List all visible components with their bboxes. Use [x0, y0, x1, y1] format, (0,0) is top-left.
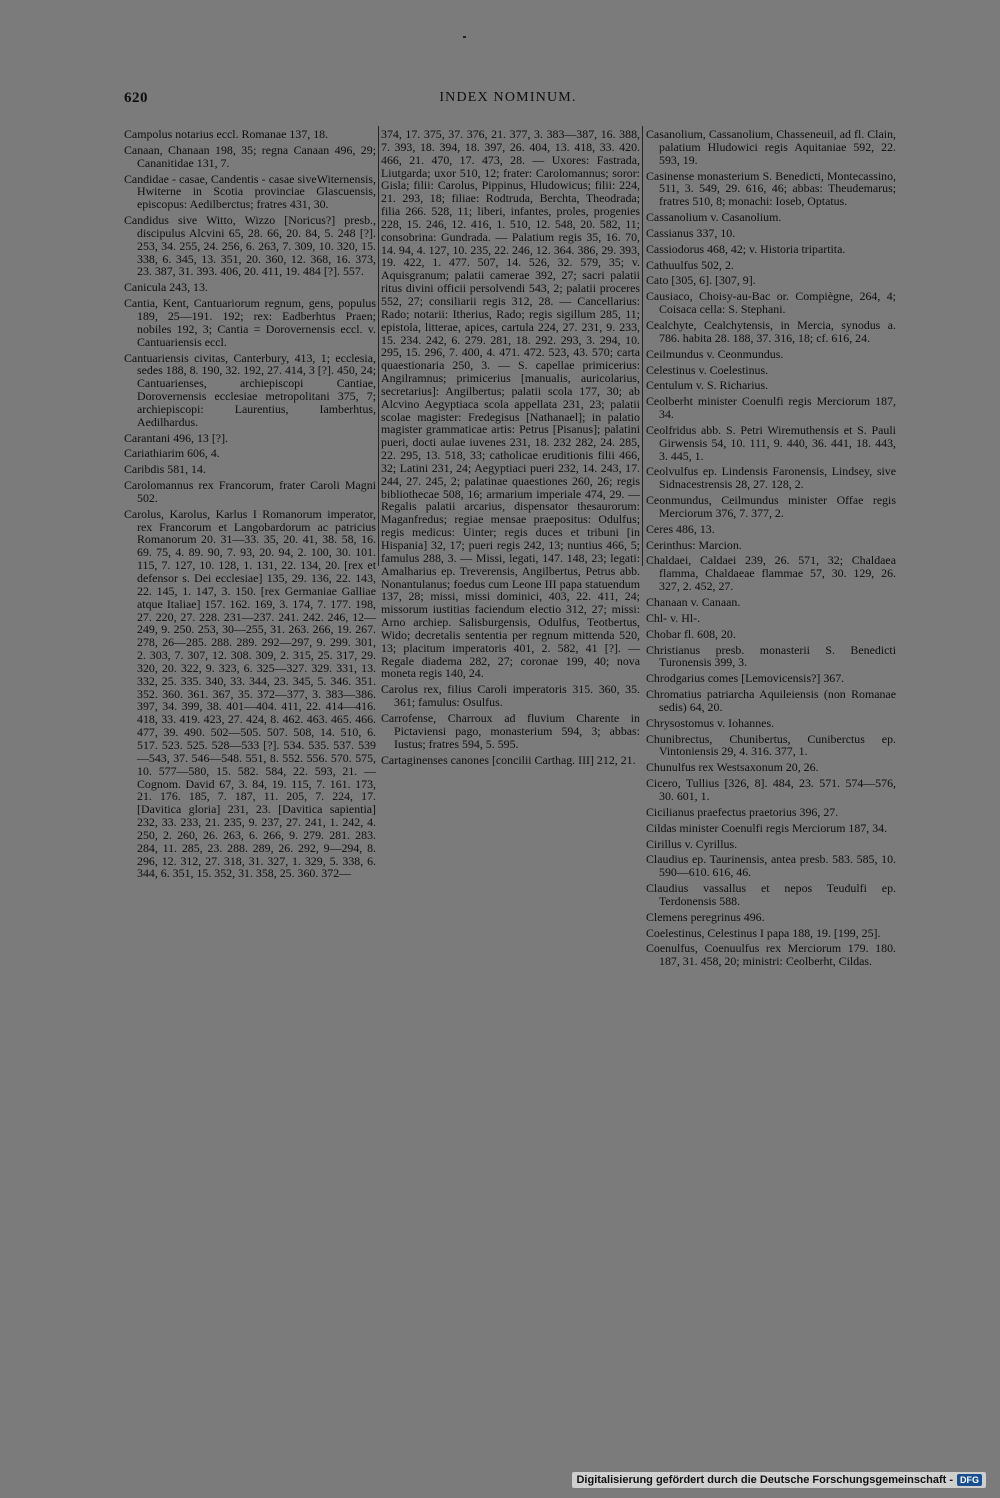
index-entry: Carantani 496, 13 [?].	[124, 430, 229, 445]
index-column-1	[124, 128, 376, 883]
page-number: 620	[124, 90, 148, 106]
index-entry: 374, 17. 375, 37. 376, 21. 377, 3. 383—387, 16. 388, 7. 393, 18. 394, 18. 397, 26. 404, 13. 418, 33. 420. 466, 21. 470, 17. 473, 28. — Uxores: Fastrada, Liutgarda; uxor 510, 12; frater: Carolomannus; soror: Gisla; filii: Carolus, Pippinus, Hludowicus; filii: 224, 21. 293, 18; filiae: Rodtruda, Berchta, Theodrada; filia 266. 528, 11; liberi, infantes, proles, progenies 228, 15. 246, 12. 416, 1. 510, 12. 548, 20. 582, 11; consobrina: Gundrada. — Palatium regis 35, 16. 70, 14. 94, 4. 127, 10. 235, 22. 246, 12. 364. 386, 29. 393, 19. 422, 1. 477. 507, 14. 526, 32. 579, 35; v. Aquisgranum; palatii camerae 392, 27; sacri palatii ritus divini officii persolvendi 543, 2; palatii proceres 552, 27; consiliarii regis 312, 28. — Cancellarius: Rado; notarii: Itherius, Rado; regis sigillum 285, 11; epistola, litterae, apices, cartula 224, 27. 231, 9. 233, 15. 234. 242, 6. 279. 281, 18. 292. 293, 3. 294, 10. 295, 15. 296, 7. 400, 4. 471. 472. 523, 43. 570; carta quaestionaria 250, 3. — S. capellae primicerius: Angilramnus; primicerius [manualis, auricolarius, secretarius]: Angilbertus; palatii scola 177, 30; ab Alcvino Aegyptiaca scola appellata 231, 23; palatii scolae magister: Fredegisus [Nathanael]; in palatio magister grammaticae artis: Petrus [Pisanus]; palatini pueri, docti aulae iuvenes 231, 18. 232 282, 24. 285, 22. 295, 13. 518, 33; catholicae eruditionis filii 466, 32; Latini 231, 24; Aegyptiaci pueri 232, 14. 243, 17. 244, 27. 245, 2; palatinae quaestiones 260, 26; regis bibliothecae 508, 16; armarium imperiale 474, 29. — Regalis palatii arcarius, dispensator thesaurorum: Maganfredus; regiae mensae praepositus: Odulfus; regis medicus: Uinter; regis duces et tribuni [in Hispania] 32, 17; pueri regis 242, 13; nuntius 466, 5; famulus 288, 3. — Missi, legati, 147. 148, 23; legati: Amalharius ep. Treverensis, Angilbertus, Petrus abb. Nonantulanus; foedus cum Leone III papa statuendum 137, 28; missi, missi dominici, 403, 22. 411, 24; missorum iustitias faciendum electio 312, 27; missi: Arno archiep. Salisburgensis, Odulfus, Teotbertus, Wido; decretalis sententia per regnum mittenda 520, 13; placitum imperatoris 401, 2. 582, 41 [?]. — Regale diadema 282, 27; coronae 199, 40; nova moneta regis 140, 24.	[381, 127, 640, 681]
index-entry: Campolus notarius eccl. Romanae 137, 18.	[124, 127, 329, 141]
index-entry: Cicero, Tullius [326, 8]. 484, 23. 571. 574—576, 30. 601, 1.	[646, 776, 896, 803]
index-entry: Centulum v. S. Richarius.	[646, 378, 769, 393]
index-entry: Cildas minister Coenulfi regis Merciorum 187, 34.	[646, 820, 888, 835]
running-title: INDEX NOMINUM.	[439, 90, 577, 105]
index-entry: Chaldaei, Caldaei 239, 26. 571, 32; Chaldaea flamma, Chaldaeae flammae 57, 30. 129, 26. 327, 2. 452, 27.	[646, 553, 896, 594]
index-entry: Chromatius patriarcha Aquileiensis (non Romanae sedis) 64, 20.	[646, 687, 896, 714]
index-entry: Chunulfus rex Westsaxonum 20, 26.	[646, 760, 819, 775]
index-entry: Cantuariensis civitas, Canterbury, 413, 1; ecclesia, sedes 188, 8. 190, 32. 192, 27. 414, 3 [?]. 450, 24; Cantuarienses, archiepiscopi Cantiae, Dorovernensis ecclesiae metropolitani 375, 7; archiepiscopi: Laurentius, Iamberhtus, Aedilhardus.	[124, 350, 376, 429]
index-entry: Claudius vassallus et nepos Teudulfi ep. Terdonensis 588.	[646, 881, 896, 908]
index-entry: Cirillus v. Cyrillus.	[646, 836, 738, 851]
index-entry: Canaan, Chanaan 198, 35; regna Canaan 496, 29; Cananitidae 131, 7.	[124, 142, 376, 170]
index-column-3	[646, 128, 896, 971]
index-entry: Cealchyte, Cealchytensis, in Mercia, synodus a. 786. habita 28. 188, 37. 316, 18; cf. 616, 24.	[646, 317, 896, 345]
index-entry: Ceolvulfus ep. Lindensis Faronensis, Lindsey, sive Sidnacestrensis 28, 27. 128, 2.	[646, 464, 896, 492]
index-entry: Chunibrectus, Chunibertus, Cuniberctus ep. Vintoniensis 29, 4. 316. 377, 1.	[646, 731, 896, 759]
index-entry: Ceolberht minister Coenulfi regis Merciorum 187, 34.	[646, 394, 896, 422]
index-entry: Chrodgarius comes [Lemovicensis?] 367.	[646, 671, 845, 686]
index-entry: Cassiodorus 468, 42; v. Historia tripartita.	[646, 241, 846, 256]
index-entry: Cassanolium v. Casanolium.	[646, 210, 782, 225]
index-entry: Ceolfridus abb. S. Petri Wiremuthensis et S. Pauli Girwensis 54, 10. 111, 9. 440, 36. 441, 18. 443, 3. 445, 1.	[646, 422, 896, 463]
index-entry: Candidus sive Witto, Wizzo [Noricus?] presb., discipulus Alcvini 65, 28. 66, 20. 84, 5. 248 [?]. 253, 34. 255, 24. 256, 6. 263, 7. 309, 10. 320, 15. 338, 6. 345, 13. 351, 20. 360, 12. 368, 16. 373, 23. 387, 31. 393. 406, 20. 411, 19. 484 [?]. 557.	[124, 213, 376, 279]
footer-text: Digitalisierung gefördert durch die Deutsche Forschungsgemeinschaft -	[576, 1474, 953, 1486]
index-entry: Cartaginenses canones [concilii Carthag. III] 212, 21.	[381, 752, 636, 767]
index-entry: Cicilianus praefectus praetorius 396, 27.	[646, 804, 839, 819]
index-entry: Ceres 486, 13.	[646, 521, 715, 536]
index-entry: Canicula 243, 13.	[124, 280, 208, 295]
index-entry: Celestinus v. Coelestinus.	[646, 362, 769, 377]
index-entry: Caribdis 581, 14.	[124, 462, 206, 477]
index-column-2	[381, 128, 640, 769]
index-entry: Carolus rex, filius Caroli imperatoris 315. 360, 35. 361; famulus: Osulfus.	[381, 682, 640, 710]
column-rule	[378, 126, 379, 566]
index-entry: Carolomannus rex Francorum, frater Caroli Magni 502.	[124, 478, 376, 505]
funding-footer	[572, 1472, 986, 1488]
index-entry: Casinense monasterium S. Benedicti, Montecassino, 511, 3. 549, 29. 616, 46; abbas: Theudemarus; fratres 510, 8; monachi: Ioseb, Optatus.	[646, 168, 896, 209]
index-entry: Candidae - casae, Candentis - casae siveWiternensis, Hwiterne in Scotia provinciae Glascuensis, episcopus: Aedilberctus; fratres 431, 30.	[124, 171, 376, 212]
index-entry: Cathuulfus 502, 2.	[646, 257, 734, 272]
index-entry: Ceonmundus, Ceilmundus minister Offae regis Merciorum 376, 7. 377, 2.	[646, 493, 896, 520]
index-entry: Cariathiarim 606, 4.	[124, 446, 220, 461]
index-entry: Coenulfus, Coenuulfus rex Merciorum 179. 180. 187, 31. 458, 20; ministri: Ceolberht, Cildas.	[646, 941, 896, 969]
index-entry: Clemens peregrinus 496.	[646, 909, 765, 924]
page-header	[124, 90, 892, 112]
scan-speck	[463, 36, 466, 38]
dfg-logo: DFG	[957, 1474, 982, 1486]
index-entry: Chobar fl. 608, 20.	[646, 626, 736, 641]
index-entry: Christianus presb. monasterii S. Benedicti Turonensis 399, 3.	[646, 642, 896, 670]
index-entry: Claudius ep. Taurinensis, antea presb. 583. 585, 10. 590—610. 616, 46.	[646, 852, 896, 880]
index-entry: Cantia, Kent, Cantuariorum regnum, gens, populus 189, 25—191. 192; rex: Eadberhtus Praen; nobiles 192, 3; Cantia = Dorovernensis eccl. v. Cantuariensis eccl.	[124, 296, 376, 349]
index-entry: Chl- v. Hl-.	[646, 610, 701, 625]
index-entry: Cato [305, 6]. [307, 9].	[646, 273, 756, 288]
index-entry: Chanaan v. Canaan.	[646, 595, 741, 609]
index-entry: Chrysostomus v. Iohannes.	[646, 715, 775, 730]
index-entry: Carolus, Karolus, Karlus I Romanorum imperator, rex Francorum et Langobardorum ac patricius Romanorum 20. 31—33. 35, 20. 41, 38. 58, 16. 69. 75, 4. 89. 90, 7. 93, 20. 94, 2. 100, 30. 101. 115, 7. 127, 10. 128, 1. 131, 22. 134, 20. [rex et defensor s. Dei ecclesiae] 135, 29. 136, 22. 143, 22. 145, 1. 147, 3. 150. [rex Germaniae Galliae atque Italiae] 157. 162. 169, 3. 174, 7. 177. 198, 27. 220, 27. 228. 231—237. 241. 242. 246, 12—249, 9. 250. 253, 30—255, 31. 263. 266, 19. 267. 278, 26—285. 288. 289. 292—297, 9. 299. 301, 2. 303, 7. 307, 12. 308. 309, 2. 315, 25. 317, 29. 320, 20. 322, 9. 323, 6. 325—327. 329. 331, 13. 332, 25. 335. 340, 33. 344, 23. 345, 5. 346. 351. 352. 360. 361. 367, 35. 372—377, 3. 383—386. 397, 34. 399, 38. 401—404. 411, 22. 414—416. 418, 33. 419. 423, 27. 424, 8. 462. 463. 465. 466. 477, 39. 490. 502—505. 507. 508, 14. 510, 6. 517. 523. 525. 528—533 [?]. 534. 535. 537. 539—543, 37. 546—548. 551, 8. 552. 556. 570. 575, 10. 577—580, 15. 582. 584, 22. 593, 21. — Cognom. David 67, 3. 84, 19. 115, 7. 161. 173, 21. 176. 185, 7. 187, 11. 205, 7. 224, 17. [Davitica gloria] 231, 23. [Davitica sapientia] 232, 33. 233, 21. 235, 9. 237, 27. 241, 1. 242, 4. 250, 2. 260, 26. 263, 6. 266, 9. 279. 281. 283. 284, 11. 285, 23. 288. 289, 26. 292, 9—294, 8. 296, 12. 312, 27. 318, 31. 327, 1. 329, 5. 338, 6. 344, 6. 351, 15. 352, 31. 358, 25. 360. 372—	[124, 506, 376, 881]
index-entry: Carrofense, Charroux ad fluvium Charente in Pictaviensi pago, monasterium 594, 3; abbas: Iustus; fratres 594, 5. 595.	[381, 710, 640, 751]
index-entry: Ceilmundus v. Ceonmundus.	[646, 346, 784, 361]
index-entry: Cassianus 337, 10.	[646, 225, 736, 240]
index-entry: Cerinthus: Marcion.	[646, 537, 742, 552]
index-entry: Causiaco, Choisy-au-Bac or. Compiègne, 264, 4; Coisaca cella: S. Stephani.	[646, 289, 896, 317]
index-entry: Casanolium, Cassanolium, Chasseneuil, ad fl. Clain, palatium Hludowici regis Aquitaniae 592, 22. 593, 19.	[646, 127, 896, 167]
column-rule	[642, 126, 643, 566]
index-entry: Coelestinus, Celestinus I papa 188, 19. [199, 25].	[646, 925, 881, 940]
